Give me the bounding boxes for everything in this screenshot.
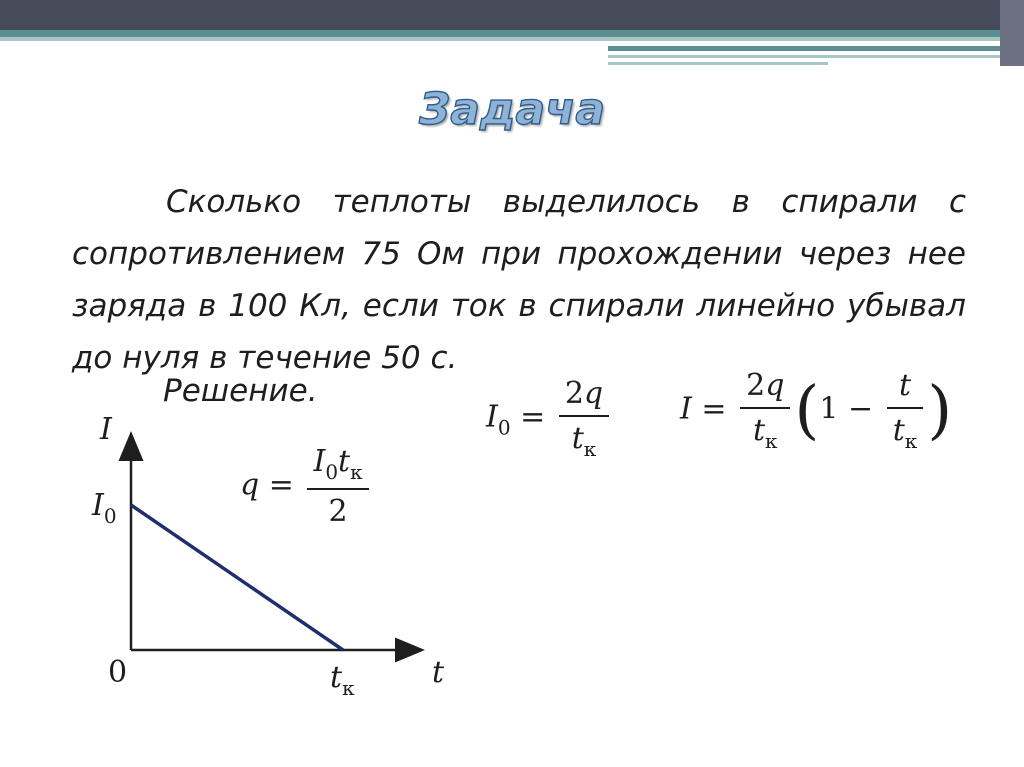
current-line [131,505,343,650]
formula-I0-base: I [486,399,498,435]
formula-one: 1 [819,391,839,427]
formula-two-2: 2 [746,368,766,403]
formula-two: 2 [564,376,584,411]
formula-t-num-2: t [338,444,351,479]
formula-q: q [583,376,604,411]
formula-t-num-sub: к [350,460,363,484]
formula-I0-num-sub: 0 [325,460,339,484]
formula-minus: − [848,391,874,427]
solution-label: Решение. [163,373,318,409]
formula-t-sub: к [583,437,597,461]
y-axis-label: I [100,412,112,447]
formula-t-den-sub: к [904,429,918,453]
formula-left-paren: ( [794,373,820,448]
formula-q-lhs: q [240,467,260,503]
formula-equals: = [520,399,546,435]
origin-label: 0 [108,655,128,690]
formula-equals-3: = [268,467,294,503]
formula-right-paren: ) [927,373,953,448]
formula-two-den: 2 [328,494,348,529]
formula-t-num: t [898,368,912,403]
formula-q-2: q [765,368,785,403]
y-tick-I0 [92,488,117,528]
slide-title: Задача [418,84,606,135]
formula-t-2: t [752,413,766,448]
x-tick-tk-base: t [330,660,343,695]
x-tick-tk-sub: к [342,676,355,700]
formula-I0-sub: 0 [497,415,511,440]
y-tick-I0-base: I [92,488,104,523]
y-tick-I0-sub: 0 [103,504,117,528]
x-tick-tk [330,660,355,700]
formula-equals-2: = [701,391,727,427]
x-axis-label: t [432,655,445,690]
formula-t-sub-2: к [765,429,778,453]
formula-I0-num: I [313,444,326,479]
problem-text: Сколько теплоты выделилось в спирали с сопротивлением 75 Ом при прохождении через нее заряда в 100 Кл, если ток в спирали линейно убывал до нуля в течение 50 с. [72,184,966,376]
formula-t-den: t [892,413,905,448]
formula-I: I [680,391,692,427]
formula-t: t [571,421,584,456]
